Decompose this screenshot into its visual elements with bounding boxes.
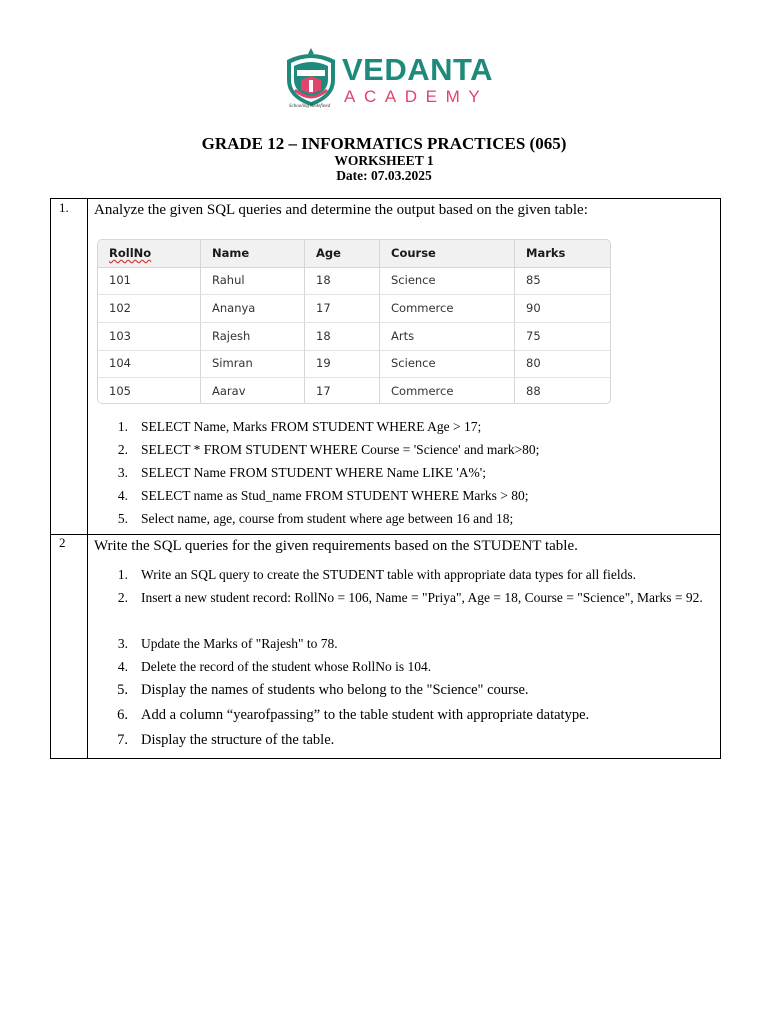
table-row [98, 295, 610, 323]
table-cell: Science [380, 267, 515, 294]
question-2-text: Write the SQL queries for the given requirements based on the STUDENT table. [94, 538, 578, 554]
crest-icon [281, 46, 341, 106]
student-table [97, 239, 611, 404]
worksheet-number: WORKSHEET 1 [334, 153, 434, 168]
table-cell: 75 [526, 329, 541, 343]
table-cell: 18 [305, 323, 380, 350]
table-cell: 19 [305, 350, 380, 377]
table-cell: Arts [380, 323, 515, 350]
table-cell: 17 [305, 378, 380, 404]
table-cell: 101 [98, 267, 201, 294]
question-2-number: 2 [59, 535, 66, 550]
table-cell: Ananya [201, 295, 305, 322]
question-table: 1. Analyze the given SQL queries and determine the output based on the given table: RollNo Name Age Course Marks 101 Rahul 18 Science 85 102 Ananya 17 Commerce 90 103 Rajesh 18 Arts 75 104 Simran 19 Science 80 105 Aarav 17 Commerce 88 1. SELECT Name, Marks FROM STUDENT WHERE Age > 17; 2. SELECT * FROM STUDENT WHERE Course = 'Science' and mark>80; 3. SELECT Name FROM STUDENT WHERE Name LIKE 'A%'; 4. SELECT name as Stud_name FROM STUDENT WHERE Marks > 80; 5. Select name, age, course from student where age between 16 and 18; 2 Write the SQL queries for the given requirements based on the STUDENT table. 1. Write an SQL query to create the STUDENT table with appropriate data types for all fields. 2. Insert a new student record: RollNo = 106, Name = "Priya", Age = 18, Course = "Science", Marks = 92. 3. Update the Marks of "Rajesh" to 78. 4. Delete the record of the student whose RollNo is 104. 5. Display the names of students who belong to the "Science" course. 6. Add a column “yearofpassing” to the table student with appropriate datatype. 7. Display the structure of the table. [50, 198, 721, 759]
table-cell: 90 [526, 301, 541, 315]
logo-tagline: Schooling Redefined [289, 104, 331, 109]
header-cell: RollNo [98, 240, 201, 267]
header-cell: Marks [526, 246, 566, 260]
question-1-number: 1. [59, 200, 69, 215]
table-cell: 80 [526, 356, 541, 370]
header-cell: Name [201, 240, 305, 267]
table-row [98, 350, 610, 378]
table-row [98, 267, 610, 295]
table-cell: 18 [305, 267, 380, 294]
table-cell: 88 [526, 384, 541, 398]
table-cell: Rajesh [201, 323, 305, 350]
table-cell: 102 [98, 295, 201, 322]
table-cell: Commerce [380, 295, 515, 322]
worksheet-date: Date: 07.03.2025 [336, 168, 432, 183]
student-table-header [98, 240, 610, 268]
worksheet-title: GRADE 12 – INFORMATICS PRACTICES (065) [201, 134, 567, 153]
logo-wordmark: VEDANTA [342, 52, 494, 87]
table-cell: Commerce [380, 378, 515, 404]
table-cell: Aarav [201, 378, 305, 404]
table-cell: Simran [201, 350, 305, 377]
question-1-text: Analyze the given SQL queries and determine the output based on the given table: [94, 202, 588, 218]
vedanta-academy-logo [281, 46, 494, 112]
table-cell: 105 [98, 378, 201, 404]
header-cell: Age [305, 240, 380, 267]
table-row [98, 378, 610, 404]
row-divider [51, 534, 720, 535]
header-cell: Course [380, 240, 515, 267]
table-cell: 103 [98, 323, 201, 350]
table-cell: 85 [526, 273, 541, 287]
table-cell: Rahul [201, 267, 305, 294]
table-row [98, 323, 610, 351]
table-cell: 104 [98, 350, 201, 377]
logo-subtitle: ACADEMY [344, 87, 489, 106]
table-cell: 17 [305, 295, 380, 322]
column-divider [87, 199, 88, 758]
table-cell: Science [380, 350, 515, 377]
